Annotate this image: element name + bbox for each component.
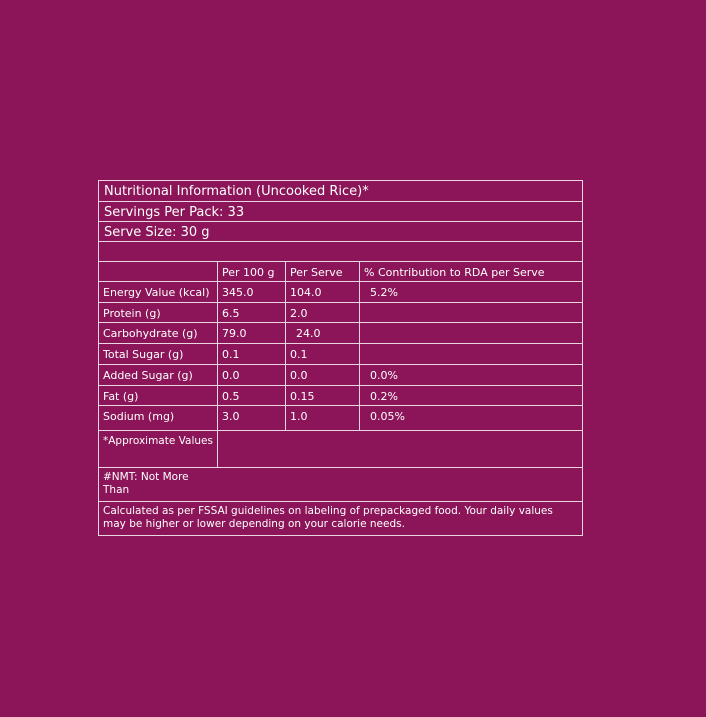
per-serve-value: 0.15: [290, 390, 315, 403]
servings-row: [99, 202, 582, 222]
table-title-row: [99, 181, 582, 202]
nutrition-table: [98, 180, 583, 536]
per-100g-value: 0.1: [222, 348, 240, 361]
per-serve-value: 0.1: [290, 348, 308, 361]
header-cell-rda: % Contribution to RDA per Serve: [359, 262, 583, 281]
rda-value: 0.05%: [370, 410, 405, 423]
per-100g-value: 0.5: [222, 390, 240, 403]
table-row: [99, 303, 582, 323]
table-title: Nutritional Information (Uncooked Rice)*: [104, 184, 369, 199]
per-serve-value: 0.0: [290, 369, 308, 382]
nutrient-name: Fat (g): [103, 390, 139, 403]
serve-size: Serve Size: 30 g: [104, 225, 210, 240]
per-100g-value: 3.0: [222, 410, 240, 423]
nutrient-name: Carbohydrate (g): [103, 327, 198, 340]
nutrient-name: Total Sugar (g): [103, 348, 184, 361]
nutrient-name: Sodium (mg): [103, 410, 175, 423]
fssai-disclaimer: Calculated as per FSSAI guidelines on labeling of prepackaged food. Your daily values may be higher or lower depending on your calorie needs.: [103, 505, 553, 530]
table-row: [99, 323, 582, 344]
approx-note-row: [99, 431, 582, 468]
header-cell-nutrient: [99, 262, 217, 281]
per-serve-value: 1.0: [290, 410, 308, 423]
per-100g-value: 6.5: [222, 307, 240, 320]
per-serve-value: 24.0: [296, 327, 321, 340]
table-row: [99, 282, 582, 303]
servings-per-pack: Servings Per Pack: 33: [104, 205, 245, 220]
per-serve-value: 2.0: [290, 307, 308, 320]
serve-size-row: [99, 222, 582, 242]
nutrient-name: Energy Value (kcal): [103, 286, 210, 299]
approximate-values-note: *Approximate Values: [103, 435, 213, 447]
nutrient-name: Protein (g): [103, 307, 161, 320]
table-row: [99, 406, 582, 431]
rda-value: 5.2%: [370, 286, 398, 299]
nutrient-name: Added Sugar (g): [103, 369, 193, 382]
rda-value: 0.2%: [370, 390, 398, 403]
spacer-row: [99, 242, 582, 262]
header-cell-per-serve: Per Serve: [285, 262, 359, 281]
per-100g-value: 0.0: [222, 369, 240, 382]
table-row: [99, 386, 582, 406]
table-row: [99, 365, 582, 386]
per-100g-value: 345.0: [222, 286, 254, 299]
header-cell-per-100g: Per 100 g: [217, 262, 285, 281]
nmt-note: #NMT: Not More Than: [103, 471, 189, 496]
rda-value: 0.0%: [370, 369, 398, 382]
header-row: [99, 262, 582, 282]
nmt-note-row: [99, 468, 582, 502]
table-row: [99, 344, 582, 365]
per-serve-value: 104.0: [290, 286, 322, 299]
per-100g-value: 79.0: [222, 327, 247, 340]
footer-note-row: [99, 502, 582, 537]
